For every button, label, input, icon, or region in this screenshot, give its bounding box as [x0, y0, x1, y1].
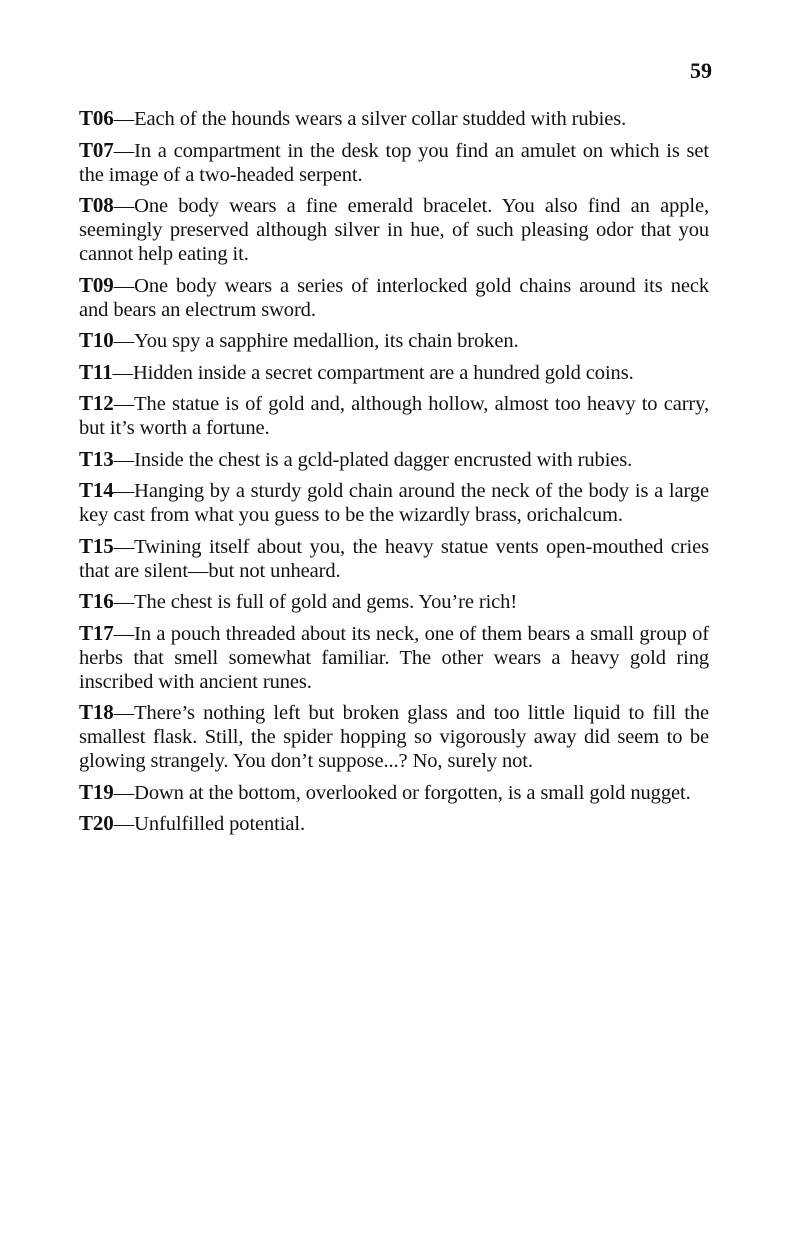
entry-text: One body wears a series of interlocked gold chains around its neck and bears an electrum sword.	[79, 274, 709, 321]
entry-code: T07	[79, 137, 114, 162]
entry-code: T14	[79, 478, 114, 502]
entry-dash: —	[113, 781, 135, 804]
entry-t15	[79, 534, 709, 583]
entry-t10	[79, 328, 709, 353]
entry-code: T15	[79, 533, 114, 558]
entry-t20	[79, 811, 709, 836]
entry-text: Unfulfilled potential.	[134, 813, 305, 835]
entry-text: Down at the bottom, overlooked or forgotten, is a small gold nugget.	[134, 781, 691, 804]
entry-code: T12	[79, 391, 114, 415]
entry-code: T18	[79, 700, 114, 724]
entry-code: T10	[79, 328, 114, 352]
entry-t07	[79, 138, 709, 187]
entry-dash: —	[113, 108, 135, 130]
entry-t12	[79, 391, 709, 440]
entry-t08	[79, 193, 709, 266]
entry-text: In a pouch threaded about its neck, one of them bears a small group of herbs that smell somewhat familiar. The other wears a heavy gold ring inscribed with ancient runes.	[79, 622, 709, 693]
entry-t06	[79, 106, 709, 131]
entry-text: Inside the chest is a gcld-plated dagger encrusted with rubies.	[134, 448, 633, 471]
entry-text: One body wears a fine emerald bracelet. You also find an apple, seemingly preserved although silver in hue, of such pleasing odor that you cannot help eating it.	[79, 195, 709, 265]
entry-code: T08	[79, 193, 114, 217]
entry-t14	[79, 478, 709, 527]
entry-dash: —	[113, 813, 135, 835]
entry-text: In a compartment in the desk top you find an amulet on which is set the image of a two-headed serpent.	[79, 139, 709, 186]
entry-dash: —	[113, 535, 135, 558]
entry-t11	[79, 360, 709, 385]
entry-t19	[79, 780, 709, 805]
entry-text: The statue is of gold and, although hollow, almost too heavy to carry, but it’s worth a fortune.	[79, 393, 709, 439]
entry-dash: —	[113, 393, 135, 415]
entry-dash: —	[113, 195, 135, 217]
entry-dash: —	[112, 361, 133, 384]
page-number: 59	[690, 58, 712, 83]
entry-dash: —	[113, 274, 135, 297]
entry-code: T06	[79, 106, 114, 130]
entry-text: You spy a sapphire medallion, its chain broken.	[134, 330, 519, 352]
entry-t18	[79, 700, 709, 773]
entry-t13	[79, 447, 709, 472]
entry-dash: —	[113, 702, 135, 724]
entry-code: T16	[79, 589, 114, 613]
entry-code: T19	[79, 779, 114, 804]
entry-code: T11	[79, 359, 113, 384]
entry-dash: —	[113, 330, 135, 352]
entry-text: There’s nothing left but broken glass and too little liquid to fill the smallest flask. Still, the spider hopping so vigorously away did seem to be glowing strangely. You don’t suppose...? No, surely not.	[79, 702, 709, 772]
entry-code: T09	[79, 272, 114, 297]
treasure-entries-list	[79, 106, 709, 843]
entry-text: The chest is full of gold and gems. You’re rich!	[134, 591, 518, 613]
entry-text: Each of the hounds wears a silver collar studded with rubies.	[134, 108, 627, 130]
entry-t09	[79, 273, 709, 322]
entry-dash: —	[113, 480, 135, 502]
entry-t17	[79, 621, 709, 694]
entry-dash: —	[113, 622, 135, 645]
entry-t16	[79, 589, 709, 614]
entry-dash: —	[113, 591, 135, 613]
entry-text: Twining itself about you, the heavy statue vents open-mouthed cries that are silent—but not unheard.	[79, 535, 709, 582]
entry-code: T20	[79, 811, 114, 835]
entry-code: T17	[79, 620, 114, 645]
entry-dash: —	[113, 448, 135, 471]
entry-dash: —	[113, 139, 135, 162]
entry-text: Hanging by a sturdy gold chain around the neck of the body is a large key cast from what you guess to be the wizardly brass, orichalcum.	[79, 480, 709, 526]
entry-code: T13	[79, 446, 114, 471]
entry-text: Hidden inside a secret compartment are a hundred gold coins.	[132, 361, 634, 384]
